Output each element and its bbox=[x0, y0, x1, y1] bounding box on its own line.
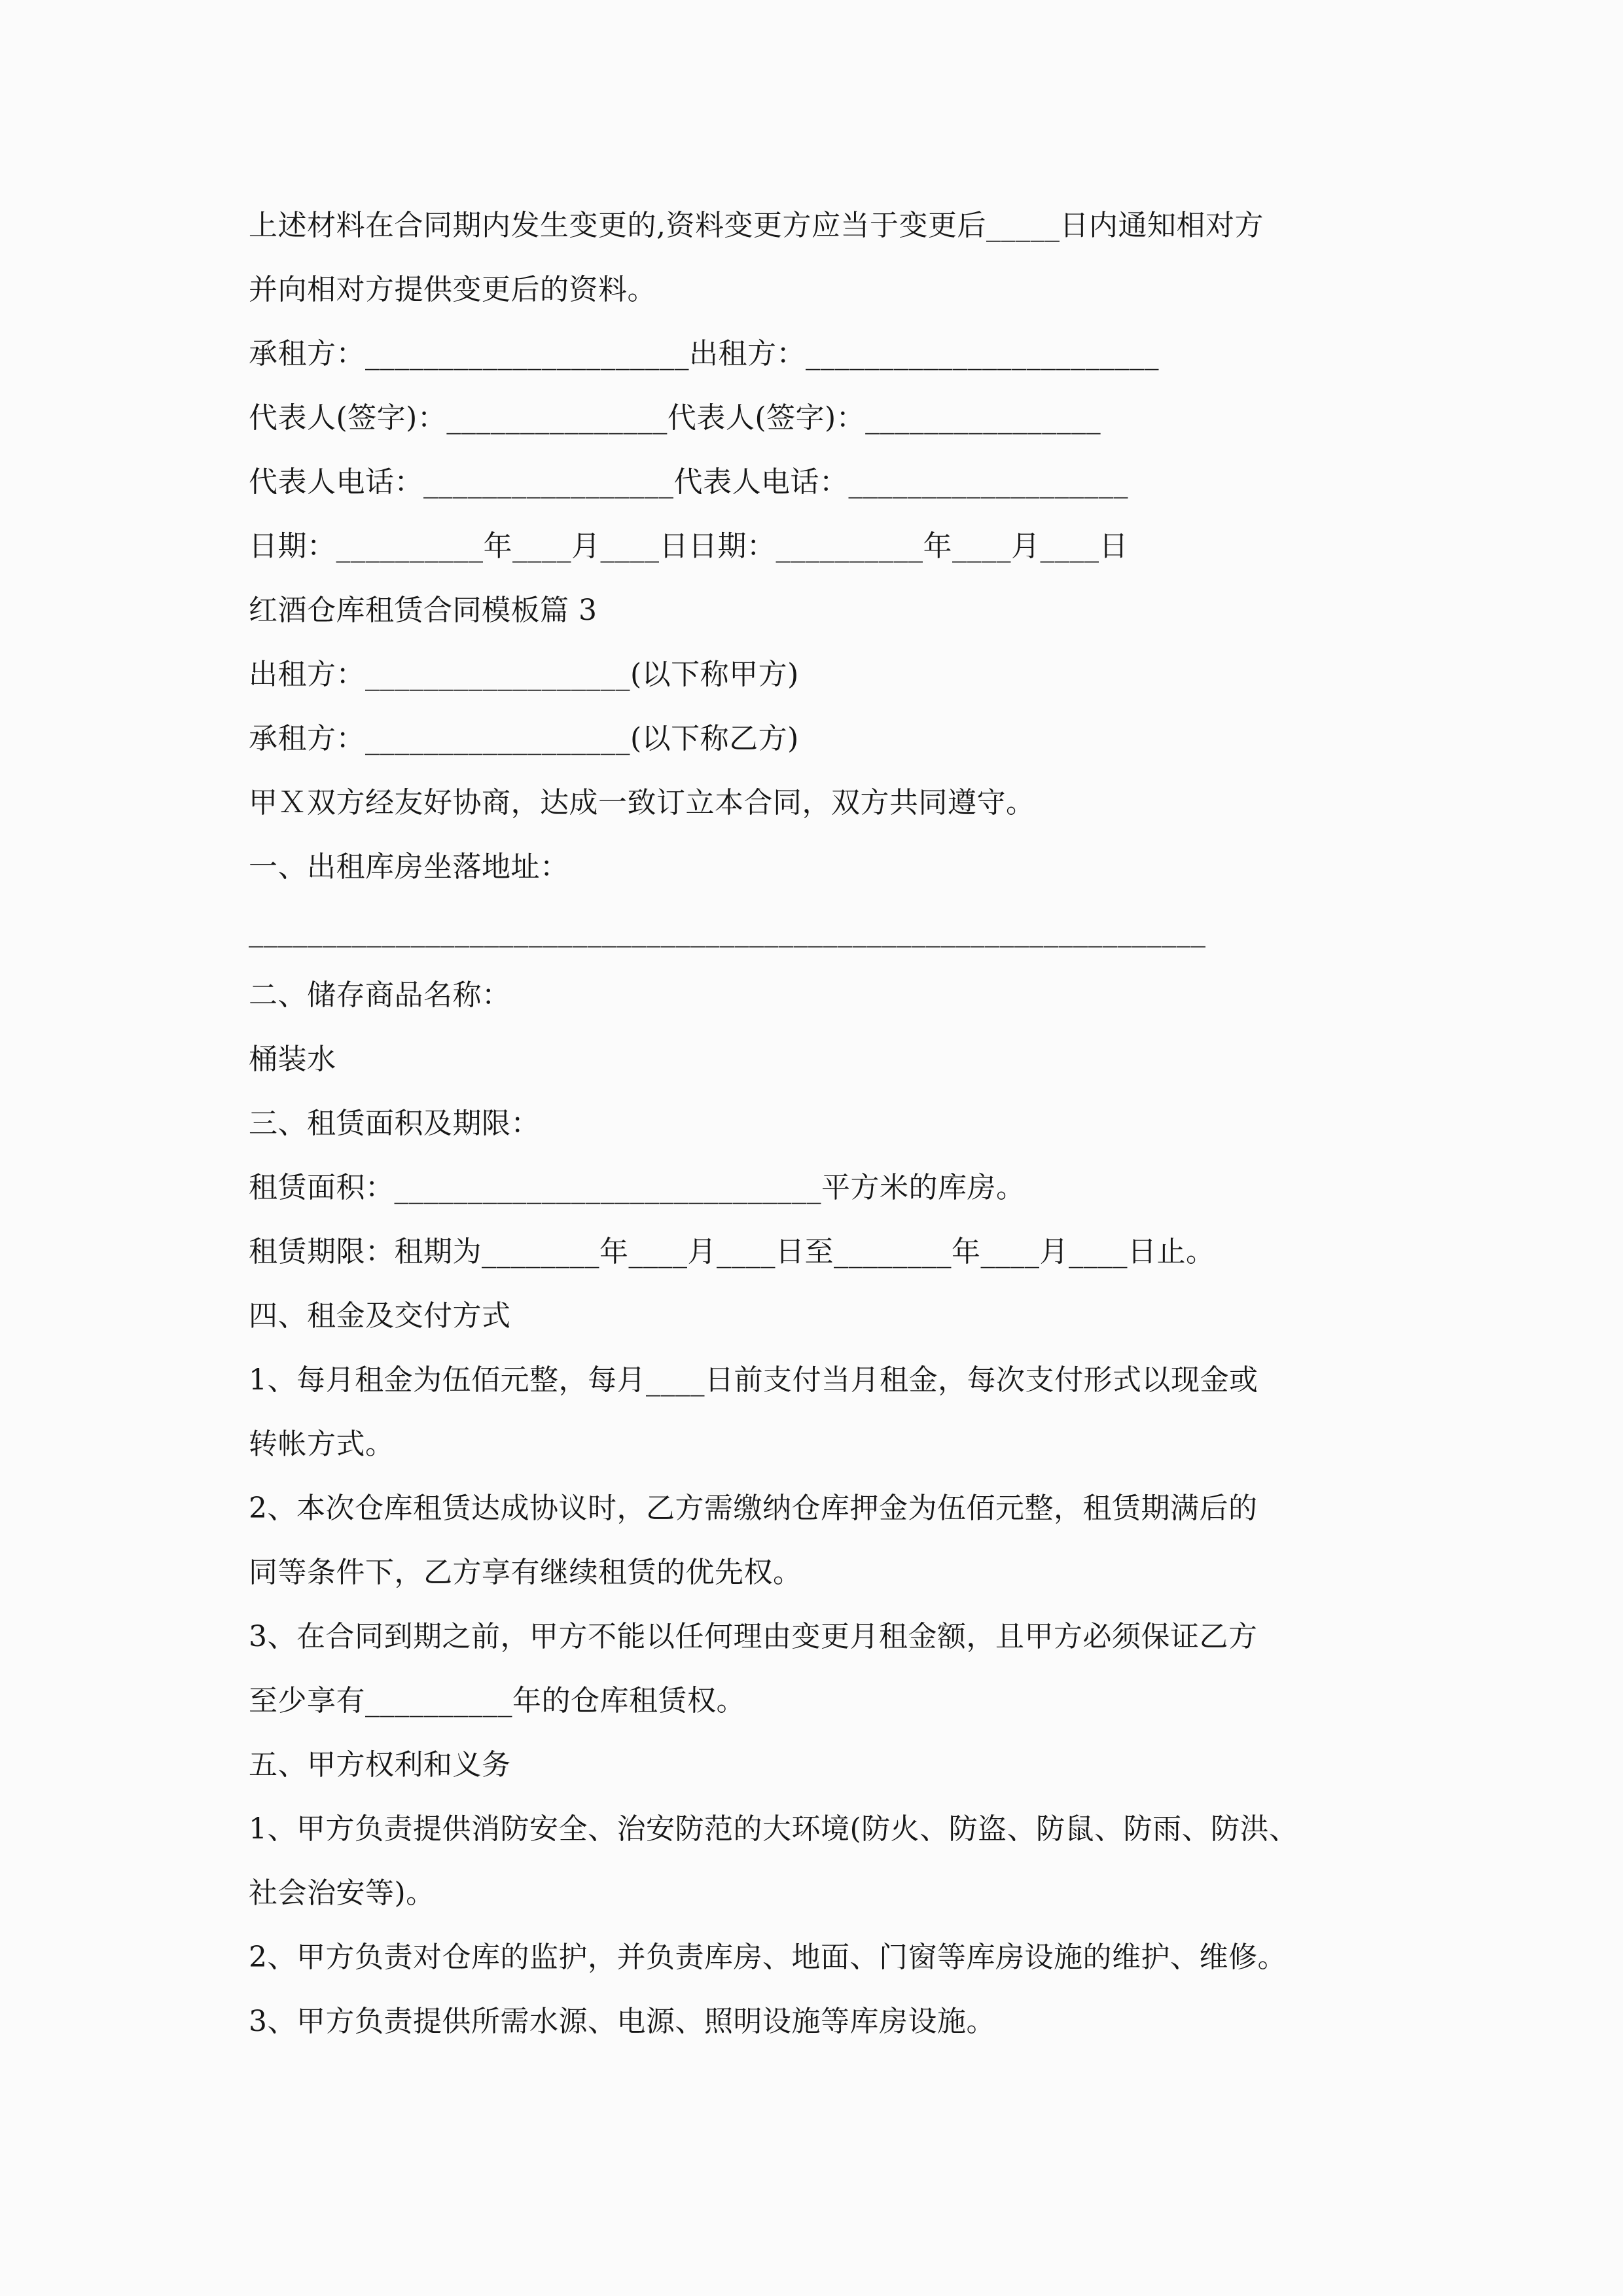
party-a-duty-1-line-1: 1、甲方负责提供消防安全、治安防范的大环境(防火、防盗、防鼠、防雨、防洪、 bbox=[249, 1812, 1298, 1846]
rent-change-clause-line-2: 至少享有__________年的仓库租赁权。 bbox=[249, 1684, 745, 1717]
stored-goods-line: 桶装水 bbox=[249, 1043, 336, 1076]
lease-area-line: 租赁面积：_____________________________平方米的库房。 bbox=[249, 1171, 1026, 1204]
deposit-clause-line-1: 2、本次仓库租赁达成协议时，乙方需缴纳仓库押金为伍佰元整，租赁期满后的 bbox=[249, 1492, 1258, 1525]
deposit-clause-line-2: 同等条件下，乙方享有继续租赁的优先权。 bbox=[249, 1556, 802, 1589]
lessor-field-line: 出租方：__________________(以下称甲方) bbox=[249, 658, 799, 691]
representative-signature-line: 代表人(签字)：_______________代表人(签字)：________________ bbox=[249, 401, 1101, 435]
document-body bbox=[249, 194, 1420, 2054]
agreement-intro-line: 甲Ｘ双方经友好协商，达成一致订立本合同，双方共同遵守。 bbox=[249, 786, 1035, 819]
representative-phone-line: 代表人电话：_________________代表人电话：___________________ bbox=[249, 465, 1128, 499]
change-notice-line-1: 上述材料在合同期内发生变更的,资料变更方应当于变更后_____日内通知相对方 bbox=[249, 209, 1264, 242]
lessee-field-line: 承租方：__________________(以下称乙方) bbox=[249, 722, 799, 755]
rent-clause-line-1: 1、每月租金为伍佰元整，每月____日前支付当月租金，每次支付形式以现金或 bbox=[249, 1363, 1258, 1397]
clause-3-heading: 三、租赁面积及期限： bbox=[249, 1107, 540, 1140]
lease-term-line: 租赁期限：租期为________年____月____日至________年____月____日止。 bbox=[249, 1235, 1215, 1268]
rent-change-clause-line-1: 3、在合同到期之前，甲方不能以任何理由变更月租金额，且甲方必须保证乙方 bbox=[249, 1620, 1258, 1653]
party-a-duty-2-line: 2、甲方负责对仓库的监护，并负责库房、地面、门窗等库房设施的维护、维修。 bbox=[249, 1941, 1287, 1974]
lessee-lessor-signature-line: 承租方：______________________出租方：________________________ bbox=[249, 337, 1159, 370]
rent-clause-line-2: 转帐方式。 bbox=[249, 1427, 395, 1461]
clause-4-heading: 四、租金及交付方式 bbox=[249, 1299, 511, 1333]
clause-2-heading: 二、储存商品名称： bbox=[249, 978, 511, 1012]
date-line: 日期：__________年____月____日日期：__________年____月____日 bbox=[249, 529, 1128, 563]
template-heading: 红酒仓库租赁合同模板篇 3 bbox=[249, 594, 597, 627]
party-a-duty-3-line: 3、甲方负责提供所需水源、电源、照明设施等库房设施。 bbox=[249, 2005, 995, 2038]
clause-5-heading: 五、甲方权利和义务 bbox=[249, 1748, 511, 1782]
party-a-duty-1-line-2: 社会治安等)。 bbox=[249, 1876, 435, 1910]
address-blank-line: _________________________________________________________________ bbox=[249, 914, 1206, 948]
change-notice-line-2: 并向相对方提供变更后的资料。 bbox=[249, 273, 656, 306]
clause-1-heading: 一、出租库房坐落地址： bbox=[249, 850, 569, 884]
